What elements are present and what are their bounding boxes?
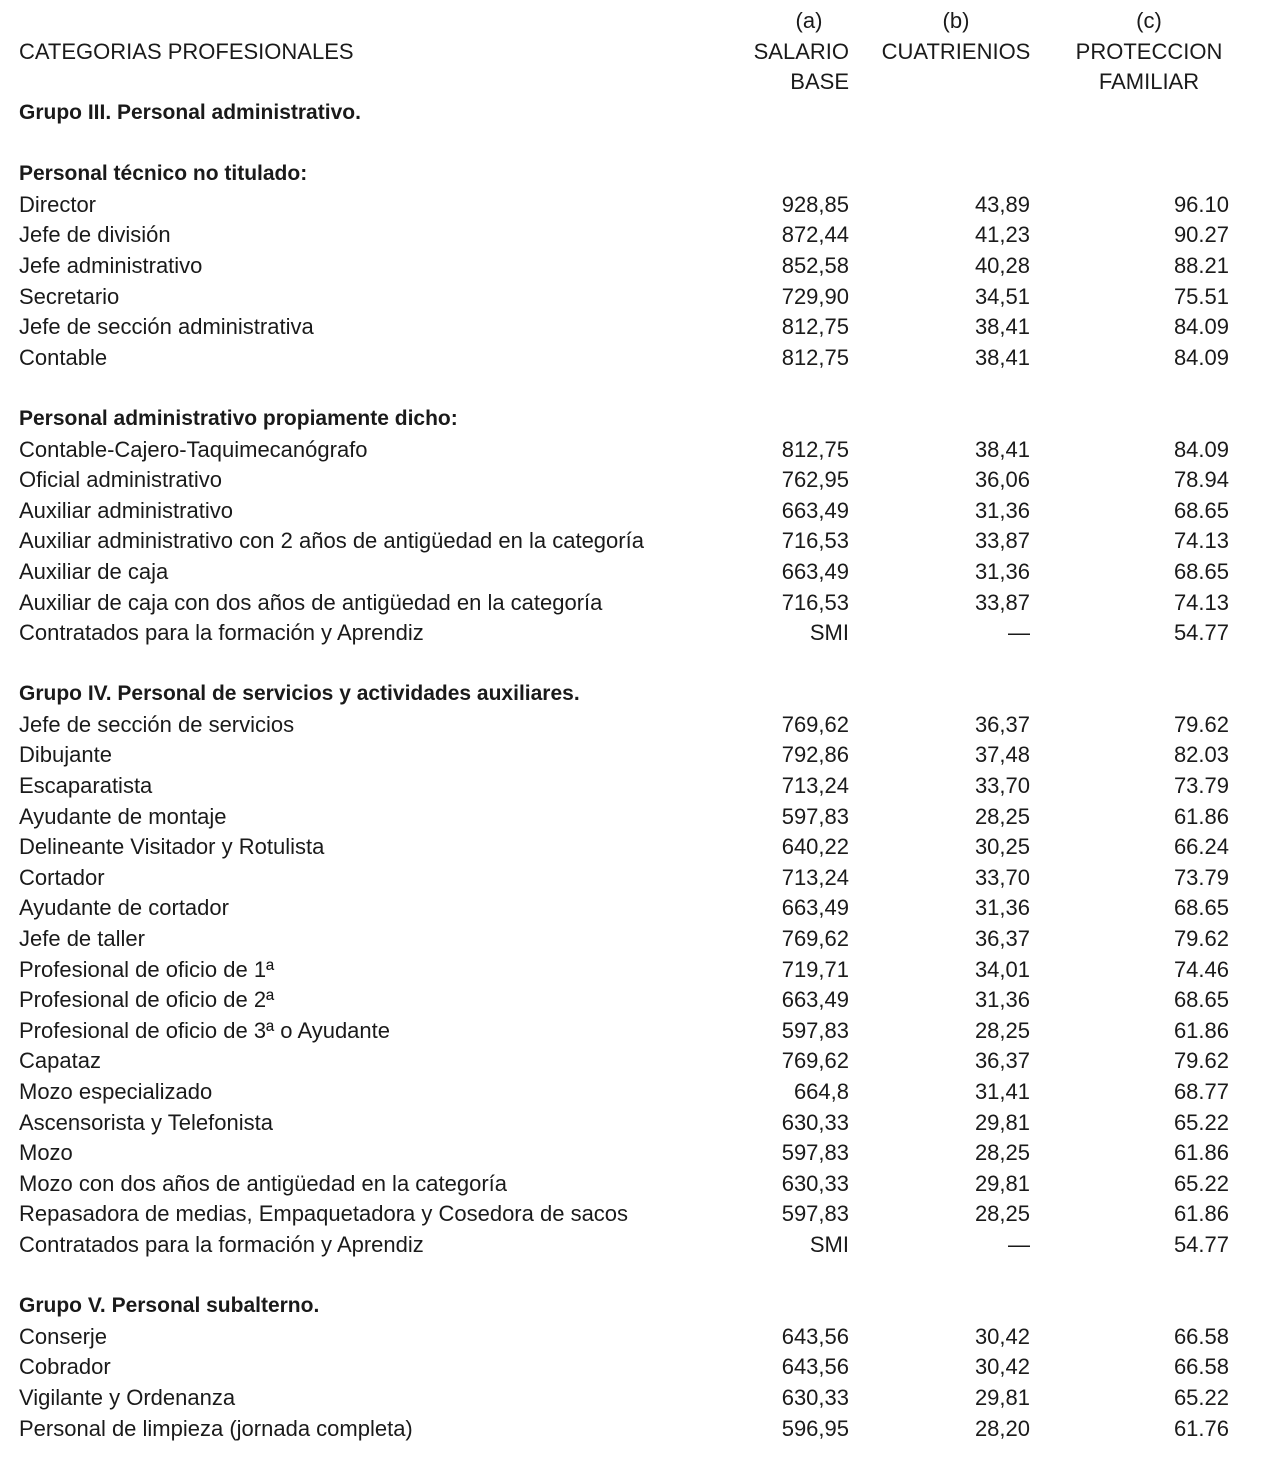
salario-base-value: 596,95 [781, 1415, 849, 1441]
salario-base-value: 663,49 [781, 497, 849, 523]
table-row [19, 526, 1239, 557]
category-label: Repasadora de medias, Empaquetadora y Cosedora de sacos [19, 1201, 629, 1227]
category-label: Ascensorista y Telefonista [19, 1109, 273, 1135]
category-label: Cobrador [19, 1354, 111, 1380]
proteccion-familiar-value: 82.03 [1173, 742, 1229, 768]
table-row [19, 496, 1239, 527]
table-row [19, 343, 1239, 374]
table-row [19, 1077, 1239, 1108]
table-row [19, 1046, 1239, 1077]
proteccion-familiar-value: 84.09 [1173, 436, 1229, 462]
table-row [19, 618, 1239, 649]
cuatrienios-value: 29,81 [974, 1109, 1030, 1135]
salario-base-value: 630,33 [781, 1384, 849, 1410]
salario-base-value: 769,62 [781, 926, 849, 952]
table-row [19, 955, 1239, 986]
cuatrienios-value: 38,41 [974, 344, 1030, 370]
category-label: Profesional de oficio de 1ª [19, 956, 275, 982]
cuatrienios-value: 33,87 [974, 528, 1030, 554]
column-a-title-line1: SALARIO [753, 38, 849, 64]
column-a-title-line2: BASE [790, 69, 849, 95]
proteccion-familiar-value: 79.62 [1173, 1048, 1229, 1074]
salario-base-column-header [749, 6, 869, 98]
category-label: Mozo [19, 1140, 73, 1166]
section-heading-label: Personal administrativo propiamente dicho: [19, 406, 458, 430]
spacer-row [19, 649, 1239, 680]
salario-base-value: 928,85 [781, 191, 849, 217]
table-row [19, 1199, 1239, 1230]
proteccion-familiar-value: 66.58 [1173, 1354, 1229, 1380]
proteccion-familiar-value: 65.22 [1173, 1384, 1229, 1410]
proteccion-familiar-value: 74.13 [1173, 528, 1229, 554]
proteccion-familiar-value: 68.65 [1173, 895, 1229, 921]
salario-base-value: 872,44 [781, 222, 849, 248]
column-b-letter: (b) [942, 8, 970, 33]
cuatrienios-value: 28,20 [974, 1415, 1030, 1441]
spacer-row [19, 373, 1239, 404]
section-heading [19, 1291, 1239, 1322]
section-heading [19, 98, 1239, 129]
categories-column-header: CATEGORIAS PROFESIONALES [19, 38, 354, 64]
proteccion-familiar-value: 66.58 [1173, 1323, 1229, 1349]
proteccion-familiar-value: 73.79 [1173, 864, 1229, 890]
cuatrienios-value: 41,23 [974, 222, 1030, 248]
cuatrienios-value: 29,81 [974, 1384, 1030, 1410]
table-row [19, 1138, 1239, 1169]
category-label: Contratados para la formación y Aprendiz [19, 1231, 424, 1257]
salario-base-value: 663,49 [781, 558, 849, 584]
category-label: Auxiliar de caja con dos años de antigüedad en la categoría [19, 589, 603, 615]
salario-base-value: 812,75 [781, 314, 849, 340]
table-row [19, 740, 1239, 771]
category-label: Mozo especializado [19, 1079, 213, 1104]
cuatrienios-value: 28,25 [974, 803, 1030, 829]
salario-base-value: 729,90 [781, 283, 849, 309]
cuatrienios-value: 38,41 [974, 314, 1030, 340]
section-heading-label: Grupo V. Personal subalterno. [19, 1294, 320, 1318]
cuatrienios-value: 31,41 [974, 1079, 1030, 1104]
proteccion-familiar-value: 75.51 [1173, 283, 1229, 309]
salario-base-value: 643,56 [781, 1323, 849, 1349]
salario-base-value: 597,83 [781, 1201, 849, 1227]
table-row [19, 863, 1239, 894]
table-row [19, 832, 1239, 863]
category-label: Jefe de taller [19, 926, 145, 952]
proteccion-familiar-value: 66.24 [1173, 834, 1229, 860]
table-header [19, 6, 1239, 98]
cuatrienios-value: 38,41 [974, 436, 1030, 462]
category-label: Escaparatista [19, 773, 153, 799]
salario-base-value: 597,83 [781, 803, 849, 829]
proteccion-familiar-value: 68.77 [1173, 1079, 1229, 1104]
category-label: Ayudante de montaje [19, 803, 227, 829]
category-label: Director [19, 191, 97, 217]
category-label: Oficial administrativo [19, 467, 222, 493]
cuatrienios-value: 28,25 [974, 1140, 1030, 1166]
category-label: Contratados para la formación y Aprendiz [19, 620, 424, 646]
salario-base-value: 630,33 [781, 1170, 849, 1196]
table-row [19, 1414, 1239, 1445]
table-row [19, 465, 1239, 496]
table-body [19, 98, 1239, 1444]
table-row [19, 220, 1239, 251]
proteccion-familiar-value: 79.62 [1173, 711, 1229, 737]
salario-base-value: 664,8 [793, 1079, 849, 1104]
table-row [19, 710, 1239, 741]
proteccion-familiar-value: 73.79 [1173, 773, 1229, 799]
spacer-row [19, 129, 1239, 160]
salario-base-value: SMI [809, 620, 849, 646]
cuatrienios-value: 33,70 [974, 864, 1030, 890]
cuatrienios-value: — [1008, 1231, 1030, 1257]
salario-base-value: 716,53 [781, 589, 849, 615]
table-row [19, 251, 1239, 282]
category-label: Profesional de oficio de 2ª [19, 987, 275, 1013]
table-row [19, 312, 1239, 343]
salary-table [19, 6, 1239, 1444]
salario-base-value: 663,49 [781, 895, 849, 921]
category-label: Profesional de oficio de 3ª o Ayudante [19, 1017, 391, 1043]
salario-base-value: 597,83 [781, 1017, 849, 1043]
cuatrienios-column-header [876, 6, 1036, 67]
cuatrienios-value: 34,51 [974, 283, 1030, 309]
salario-base-value: 769,62 [781, 1048, 849, 1074]
proteccion-familiar-value: 68.65 [1173, 558, 1229, 584]
cuatrienios-value: 29,81 [974, 1170, 1030, 1196]
proteccion-familiar-value: 78.94 [1173, 467, 1229, 493]
proteccion-familiar-value: 90.27 [1173, 222, 1229, 248]
table-row [19, 282, 1239, 313]
column-a-letter: (a) [795, 8, 823, 33]
category-label: Cortador [19, 864, 105, 890]
category-label: Dibujante [19, 742, 112, 768]
cuatrienios-value: — [1008, 620, 1030, 646]
category-label: Personal de limpieza (jornada completa) [19, 1415, 413, 1441]
table-row [19, 1108, 1239, 1139]
cuatrienios-value: 36,37 [974, 1048, 1030, 1074]
table-row [19, 1383, 1239, 1414]
salario-base-value: 630,33 [781, 1109, 849, 1135]
salario-base-value: SMI [809, 1231, 849, 1257]
salario-base-value: 713,24 [781, 773, 849, 799]
proteccion-familiar-value: 61.76 [1173, 1415, 1229, 1441]
proteccion-familiar-value: 84.09 [1173, 314, 1229, 340]
table-row [19, 985, 1239, 1016]
category-label: Conserje [19, 1323, 108, 1349]
category-label: Jefe administrativo [19, 252, 203, 278]
cuatrienios-value: 36,37 [974, 926, 1030, 952]
salario-base-value: 597,83 [781, 1140, 849, 1166]
table-row [19, 802, 1239, 833]
cuatrienios-value: 30,42 [974, 1323, 1030, 1349]
salario-base-value: 812,75 [781, 436, 849, 462]
proteccion-familiar-value: 96.10 [1173, 191, 1229, 217]
cuatrienios-value: 37,48 [974, 742, 1030, 768]
category-label: Jefe de sección administrativa [19, 314, 314, 340]
proteccion-familiar-value: 88.21 [1173, 252, 1229, 278]
cuatrienios-value: 28,25 [974, 1201, 1030, 1227]
proteccion-familiar-value: 65.22 [1173, 1170, 1229, 1196]
cuatrienios-value: 33,87 [974, 589, 1030, 615]
table-row [19, 771, 1239, 802]
category-label: Secretario [19, 283, 120, 309]
proteccion-familiar-value: 61.86 [1173, 1201, 1229, 1227]
proteccion-familiar-value: 68.65 [1173, 497, 1229, 523]
cuatrienios-value: 30,42 [974, 1354, 1030, 1380]
category-label: Contable-Cajero-Taquimecanógrafo [19, 436, 368, 462]
cuatrienios-value: 31,36 [974, 558, 1030, 584]
section-heading-label: Grupo IV. Personal de servicios y actividades auxiliares. [19, 682, 580, 706]
table-row [19, 588, 1239, 619]
table-row [19, 557, 1239, 588]
proteccion-familiar-column-header [1064, 6, 1234, 98]
proteccion-familiar-value: 61.86 [1173, 1017, 1229, 1043]
cuatrienios-value: 31,36 [974, 497, 1030, 523]
cuatrienios-value: 40,28 [974, 252, 1030, 278]
salario-base-value: 769,62 [781, 711, 849, 737]
section-heading-label: Grupo III. Personal administrativo. [19, 101, 361, 124]
section-heading [19, 679, 1239, 710]
section-heading [19, 159, 1239, 190]
cuatrienios-value: 36,06 [974, 467, 1030, 493]
salario-base-value: 719,71 [781, 956, 849, 982]
cuatrienios-value: 31,36 [974, 987, 1030, 1013]
column-c-letter: (c) [1136, 8, 1162, 33]
proteccion-familiar-value: 79.62 [1173, 926, 1229, 952]
section-heading [19, 404, 1239, 435]
table-row [19, 1016, 1239, 1047]
cuatrienios-value: 36,37 [974, 711, 1030, 737]
salario-base-value: 762,95 [781, 467, 849, 493]
cuatrienios-value: 30,25 [974, 834, 1030, 860]
category-label: Capataz [19, 1048, 101, 1074]
category-label: Delineante Visitador y Rotulista [19, 834, 325, 860]
proteccion-familiar-value: 61.86 [1173, 803, 1229, 829]
category-label: Auxiliar de caja [19, 558, 169, 584]
salario-base-value: 716,53 [781, 528, 849, 554]
category-label: Vigilante y Ordenanza [19, 1384, 236, 1410]
proteccion-familiar-value: 68.65 [1173, 987, 1229, 1013]
salario-base-value: 643,56 [781, 1354, 849, 1380]
column-c-title-line1: PROTECCION [1075, 38, 1223, 64]
cuatrienios-value: 28,25 [974, 1017, 1030, 1043]
proteccion-familiar-value: 61.86 [1173, 1140, 1229, 1166]
proteccion-familiar-value: 54.77 [1173, 620, 1229, 646]
proteccion-familiar-value: 54.77 [1173, 1231, 1229, 1257]
section-heading-label: Personal técnico no titulado: [19, 162, 308, 186]
cuatrienios-value: 34,01 [974, 956, 1030, 982]
category-label: Auxiliar administrativo con 2 años de antigüedad en la categoría [19, 528, 644, 554]
salario-base-value: 640,22 [781, 834, 849, 860]
salario-base-value: 792,86 [781, 742, 849, 768]
column-c-title-line2: FAMILIAR [1098, 69, 1200, 95]
table-row [19, 190, 1239, 221]
proteccion-familiar-value: 65.22 [1173, 1109, 1229, 1135]
category-label: Mozo con dos años de antigüedad en la categoría [19, 1170, 508, 1196]
category-label: Auxiliar administrativo [19, 497, 233, 523]
salario-base-value: 812,75 [781, 344, 849, 370]
table-row [19, 1230, 1239, 1261]
table-row [19, 1352, 1239, 1383]
cuatrienios-value: 33,70 [974, 773, 1030, 799]
table-row [19, 893, 1239, 924]
cuatrienios-value: 43,89 [974, 191, 1030, 217]
cuatrienios-value: 31,36 [974, 895, 1030, 921]
table-row [19, 435, 1239, 466]
category-label: Jefe de división [19, 222, 171, 248]
proteccion-familiar-value: 74.13 [1173, 589, 1229, 615]
table-row [19, 1322, 1239, 1353]
category-label: Ayudante de cortador [19, 895, 229, 921]
salario-base-value: 713,24 [781, 864, 849, 890]
column-b-title: CUATRIENIOS [881, 38, 1031, 64]
spacer-row [19, 1261, 1239, 1292]
table-row [19, 924, 1239, 955]
salario-base-value: 852,58 [781, 252, 849, 278]
proteccion-familiar-value: 84.09 [1173, 344, 1229, 370]
salario-base-value: 663,49 [781, 987, 849, 1013]
proteccion-familiar-value: 74.46 [1173, 956, 1229, 982]
category-label: Contable [19, 344, 108, 370]
table-row [19, 1169, 1239, 1200]
category-label: Jefe de sección de servicios [19, 711, 295, 737]
